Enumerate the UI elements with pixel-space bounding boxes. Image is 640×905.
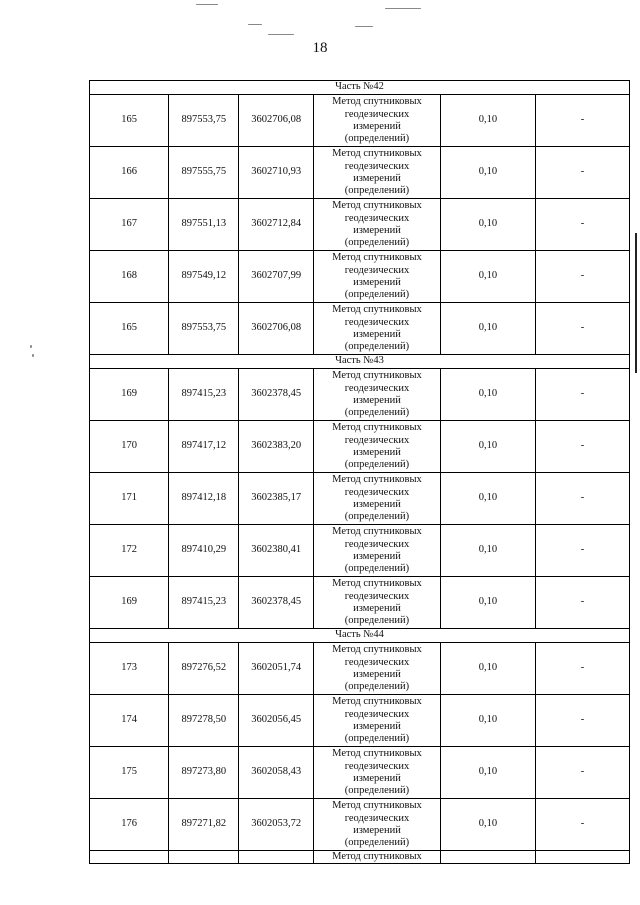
coordinate-y: 3602383,20 <box>239 421 314 473</box>
table-row <box>90 95 630 147</box>
note-value: - <box>535 95 629 147</box>
method-cell <box>314 525 441 577</box>
table-row <box>90 421 630 473</box>
scan-speck <box>196 4 218 5</box>
method-cell <box>314 421 441 473</box>
method-line: геодезических <box>344 108 410 120</box>
coordinate-x: 897410,29 <box>169 525 239 577</box>
accuracy-value: 0,10 <box>440 695 535 747</box>
section-header-row <box>90 355 630 369</box>
method-line: измерений <box>353 669 401 680</box>
method-line: Метод спутниковых <box>332 148 422 160</box>
table-row <box>90 525 630 577</box>
point-number: 173 <box>90 643 169 695</box>
method-line: Метод спутниковых <box>332 200 422 212</box>
method-line: (определений) <box>344 407 410 419</box>
point-number: 165 <box>90 303 169 355</box>
coordinate-y <box>239 851 314 864</box>
method-line: измерений <box>353 121 401 132</box>
method-cell <box>314 303 441 355</box>
coordinate-y: 3602378,45 <box>239 577 314 629</box>
accuracy-value: 0,10 <box>440 643 535 695</box>
method-line: измерений <box>353 603 401 614</box>
point-number: 169 <box>90 577 169 629</box>
method-cell <box>314 251 441 303</box>
method-cell <box>314 473 441 525</box>
method-cell <box>314 95 441 147</box>
point-number: 171 <box>90 473 169 525</box>
coordinate-y: 3602710,93 <box>239 147 314 199</box>
accuracy-value: 0,10 <box>440 147 535 199</box>
accuracy-value: 0,10 <box>440 747 535 799</box>
method-line: измерений <box>353 395 401 406</box>
accuracy-value: 0,10 <box>440 473 535 525</box>
coordinate-y: 3602712,84 <box>239 199 314 251</box>
method-line: (определений) <box>344 733 410 745</box>
method-line: Метод спутниковых <box>332 252 422 264</box>
coordinate-x: 897415,23 <box>169 369 239 421</box>
method-line: измерений <box>353 499 401 510</box>
point-number: 176 <box>90 799 169 851</box>
coordinate-y: 3602706,08 <box>239 95 314 147</box>
coordinate-y: 3602707,99 <box>239 251 314 303</box>
point-number: 172 <box>90 525 169 577</box>
table-row <box>90 473 630 525</box>
coordinate-x: 897273,80 <box>169 747 239 799</box>
accuracy-value: 0,10 <box>440 799 535 851</box>
point-number: 165 <box>90 95 169 147</box>
method-line: (определений) <box>344 681 410 693</box>
point-number: 174 <box>90 695 169 747</box>
scan-speck <box>30 345 32 348</box>
coordinate-x: 897276,52 <box>169 643 239 695</box>
table-row <box>90 577 630 629</box>
method-line: Метод спутниковых <box>332 304 422 316</box>
coordinate-y: 3602378,45 <box>239 369 314 421</box>
method-line: Метод спутниковых <box>332 370 422 382</box>
method-line: измерений <box>353 447 401 458</box>
method-line: Метод спутниковых <box>332 800 422 812</box>
coordinate-x: 897551,13 <box>169 199 239 251</box>
note-value: - <box>535 747 629 799</box>
section-title: Часть №42 <box>90 81 630 95</box>
method-line: (определений) <box>344 459 410 471</box>
coordinates-table <box>89 80 630 864</box>
table-row <box>90 799 630 851</box>
coordinate-y: 3602053,72 <box>239 799 314 851</box>
note-value: - <box>535 577 629 629</box>
method-cell <box>314 199 441 251</box>
method-line: (определений) <box>344 837 410 849</box>
table-row <box>90 695 630 747</box>
note-value: - <box>535 251 629 303</box>
table-row <box>90 147 630 199</box>
accuracy-value: 0,10 <box>440 303 535 355</box>
coordinate-x: 897415,23 <box>169 577 239 629</box>
coordinate-y: 3602056,45 <box>239 695 314 747</box>
method-line: (определений) <box>344 615 410 627</box>
point-number: 170 <box>90 421 169 473</box>
method-cell <box>314 577 441 629</box>
method-line: измерений <box>353 721 401 732</box>
section-title: Часть №43 <box>90 355 630 369</box>
point-number: 166 <box>90 147 169 199</box>
note-value: - <box>535 643 629 695</box>
method-line: измерений <box>353 773 401 784</box>
accuracy-value <box>440 851 535 864</box>
method-line: Метод спутниковых <box>332 578 422 590</box>
note-value: - <box>535 199 629 251</box>
page-number: 18 <box>312 40 328 56</box>
method-line: измерений <box>353 173 401 184</box>
method-cell <box>314 799 441 851</box>
method-line: геодезических <box>344 160 410 172</box>
coordinate-x: 897555,75 <box>169 147 239 199</box>
scan-speck <box>268 34 294 35</box>
method-line: измерений <box>353 329 401 340</box>
coordinate-x: 897412,18 <box>169 473 239 525</box>
coordinate-y: 3602385,17 <box>239 473 314 525</box>
note-value: - <box>535 147 629 199</box>
method-line: Метод спутниковых <box>332 422 422 434</box>
accuracy-value: 0,10 <box>440 577 535 629</box>
table-row-partial <box>90 851 630 864</box>
section-header-row <box>90 81 630 95</box>
coordinate-x: 897553,75 <box>169 303 239 355</box>
method-line: Метод спутниковых <box>332 696 422 708</box>
accuracy-value: 0,10 <box>440 251 535 303</box>
section-title: Часть №44 <box>90 629 630 643</box>
method-line: геодезических <box>344 812 410 824</box>
note-value: - <box>535 303 629 355</box>
scan-speck <box>355 26 373 27</box>
method-cell <box>314 147 441 199</box>
method-cell <box>314 643 441 695</box>
method-line: (определений) <box>344 785 410 797</box>
method-line: (определений) <box>344 133 410 145</box>
scan-speck <box>385 8 421 9</box>
coordinate-y: 3602051,74 <box>239 643 314 695</box>
table-row <box>90 747 630 799</box>
method-line: Метод спутниковых <box>332 474 422 486</box>
method-line: Метод спутниковых <box>332 644 422 656</box>
accuracy-value: 0,10 <box>440 525 535 577</box>
method-line: геодезических <box>344 538 410 550</box>
method-cell: Метод спутниковых <box>314 851 441 864</box>
method-cell <box>314 695 441 747</box>
note-value: - <box>535 473 629 525</box>
accuracy-value: 0,10 <box>440 95 535 147</box>
coordinate-y: 3602380,41 <box>239 525 314 577</box>
method-cell <box>314 747 441 799</box>
method-line: (определений) <box>344 289 410 301</box>
method-line: (определений) <box>344 563 410 575</box>
method-line: геодезических <box>344 382 410 394</box>
table-row <box>90 251 630 303</box>
note-value: - <box>535 799 629 851</box>
coordinate-x: 897553,75 <box>169 95 239 147</box>
method-line: измерений <box>353 551 401 562</box>
table-row <box>90 199 630 251</box>
method-line: геодезических <box>344 486 410 498</box>
method-line: Метод спутниковых <box>332 748 422 760</box>
accuracy-value: 0,10 <box>440 421 535 473</box>
coordinate-x: 897549,12 <box>169 251 239 303</box>
coordinate-y: 3602058,43 <box>239 747 314 799</box>
note-value: - <box>535 369 629 421</box>
method-line: (определений) <box>344 185 410 197</box>
point-number: 169 <box>90 369 169 421</box>
coordinate-x <box>169 851 239 864</box>
table-row <box>90 303 630 355</box>
accuracy-value: 0,10 <box>440 369 535 421</box>
method-line: геодезических <box>344 434 410 446</box>
method-line: геодезических <box>344 264 410 276</box>
point-number: 175 <box>90 747 169 799</box>
method-line: геодезических <box>344 656 410 668</box>
scan-speck <box>32 354 34 357</box>
point-number <box>90 851 169 864</box>
method-line: Метод спутниковых <box>332 96 422 108</box>
accuracy-value: 0,10 <box>440 199 535 251</box>
method-line: геодезических <box>344 590 410 602</box>
method-line: Метод спутниковых <box>332 526 422 538</box>
method-line: измерений <box>353 825 401 836</box>
scan-speck <box>248 24 262 25</box>
coordinate-x: 897278,50 <box>169 695 239 747</box>
method-line: измерений <box>353 225 401 236</box>
method-line: геодезических <box>344 760 410 772</box>
coordinate-y: 3602706,08 <box>239 303 314 355</box>
table-row <box>90 369 630 421</box>
section-header-row <box>90 629 630 643</box>
method-line: измерений <box>353 277 401 288</box>
method-line: геодезических <box>344 212 410 224</box>
table-row <box>90 643 630 695</box>
method-line: (определений) <box>344 237 410 249</box>
note-value <box>535 851 629 864</box>
point-number: 167 <box>90 199 169 251</box>
note-value: - <box>535 525 629 577</box>
method-cell <box>314 369 441 421</box>
note-value: - <box>535 695 629 747</box>
note-value: - <box>535 421 629 473</box>
method-line: (определений) <box>344 511 410 523</box>
method-line: (определений) <box>344 341 410 353</box>
method-line: геодезических <box>344 708 410 720</box>
scan-edge-mark <box>635 233 637 373</box>
method-line: геодезических <box>344 316 410 328</box>
coordinate-x: 897417,12 <box>169 421 239 473</box>
point-number: 168 <box>90 251 169 303</box>
coordinate-x: 897271,82 <box>169 799 239 851</box>
